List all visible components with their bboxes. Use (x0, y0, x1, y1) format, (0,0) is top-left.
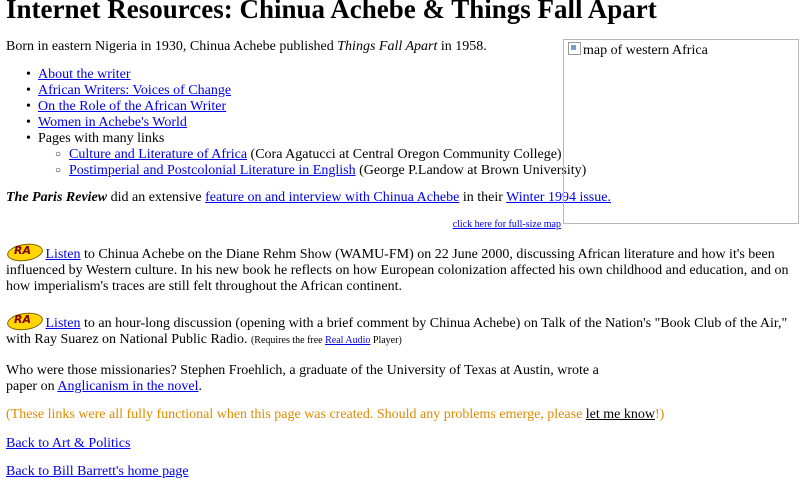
magazine-title: The Paris Review (6, 190, 108, 205)
back-art-politics-link[interactable]: Back to Art & Politics (6, 436, 131, 451)
many-links-label: Pages with many links (38, 131, 165, 146)
back-home-paragraph (6, 464, 796, 480)
culture-literature-link[interactable]: Culture and Literature of Africa (69, 147, 248, 162)
listen-text-1: to Chinua Achebe on the Diane Rehm Show (WAMU-FM) on 22 June 2000, discussing African literature and how it's been influenced by Western culture. In his new book he reflects on how European colonization affected his own childhood and education, and on how imperialism's traces are still felt throughout the African continent. (6, 247, 789, 294)
notice-text: (These links were all fully functional when this page was created. Should any problems emerge, please (6, 407, 586, 422)
african-writers-link[interactable]: African Writers: Voices of Change (38, 83, 232, 98)
real-audio-note (251, 335, 402, 346)
note-prefix: (Requires the free (250, 335, 326, 346)
paris-text-1: did an extensive (107, 190, 206, 205)
winter-issue-link[interactable]: Winter 1994 issue. (506, 190, 611, 205)
ra-badge-text: RA (14, 244, 31, 257)
interview-link[interactable]: feature on and interview with Chinua Achebe (205, 190, 460, 205)
ra-audio-icon (6, 312, 42, 330)
back-art-paragraph (6, 436, 796, 452)
links-notice (6, 407, 796, 423)
back-home-link[interactable]: Back to Bill Barrett's home page (6, 464, 189, 479)
paris-review-paragraph (6, 189, 611, 206)
list-item (6, 131, 586, 179)
paris-text-2: in their (459, 190, 507, 205)
note-suffix: Player) (370, 335, 402, 346)
intro-text (6, 39, 487, 55)
role-of-writer-link[interactable]: On the Role of the African Writer (38, 99, 227, 114)
about-writer-link[interactable]: About the writer (38, 67, 131, 82)
contact-link[interactable]: let me know (585, 407, 656, 422)
map-image[interactable] (563, 39, 799, 224)
broken-image-icon (568, 42, 581, 55)
anglicanism-link[interactable]: Anglicanism in the novel (57, 379, 199, 394)
list-item (6, 83, 586, 99)
listen-paragraph-1 (6, 243, 796, 295)
list-item (6, 115, 586, 131)
listen-text-2: to an hour-long discussion (opening with a brief comment by Chinua Achebe) on Talk of the Nation's "Book Club of the Air," with Ray Suarez on National Public Radio. (6, 316, 788, 347)
listen-link-1[interactable]: Listen (45, 247, 81, 262)
ra-audio-icon (6, 243, 42, 261)
postimperial-link[interactable]: Postimperial and Postcolonial Literature in English (69, 163, 356, 178)
book-title: Things Fall Apart (337, 39, 438, 54)
list-item (6, 99, 586, 115)
notice-end: !) (655, 407, 665, 422)
full-size-map-link[interactable]: click here for full-size map (452, 219, 561, 230)
intro-prefix: Born in eastern Nigeria in 1930, Chinua Achebe published (6, 39, 338, 54)
real-audio-link[interactable]: Real Audio (325, 335, 371, 346)
listen-link-2[interactable]: Listen (45, 316, 81, 331)
page-title: Internet Resources: Chinua Achebe & Things Fall Apart (6, 0, 657, 24)
map-alt-text: map of western Africa (583, 43, 708, 58)
list-item (6, 67, 586, 83)
listen-paragraph-2 (6, 312, 796, 349)
ra-badge-text: RA (14, 313, 31, 326)
women-achebe-link[interactable]: Women in Achebe's World (38, 115, 187, 130)
postimperial-note: (George P.Landow at Brown University) (355, 163, 587, 178)
resource-links-list (6, 67, 586, 179)
missionaries-text: Who were those missionaries? Stephen Froehlich, a graduate of the University of Texas at Austin, wrote a paper on (6, 363, 599, 394)
list-item (38, 163, 586, 179)
missionaries-paragraph (6, 363, 600, 395)
list-item (38, 147, 586, 163)
sub-links-list (38, 147, 586, 179)
missionaries-end: . (198, 379, 202, 394)
culture-note: (Cora Agatucci at Central Oregon Community College) (247, 147, 562, 162)
intro-suffix: in 1958. (437, 39, 487, 54)
